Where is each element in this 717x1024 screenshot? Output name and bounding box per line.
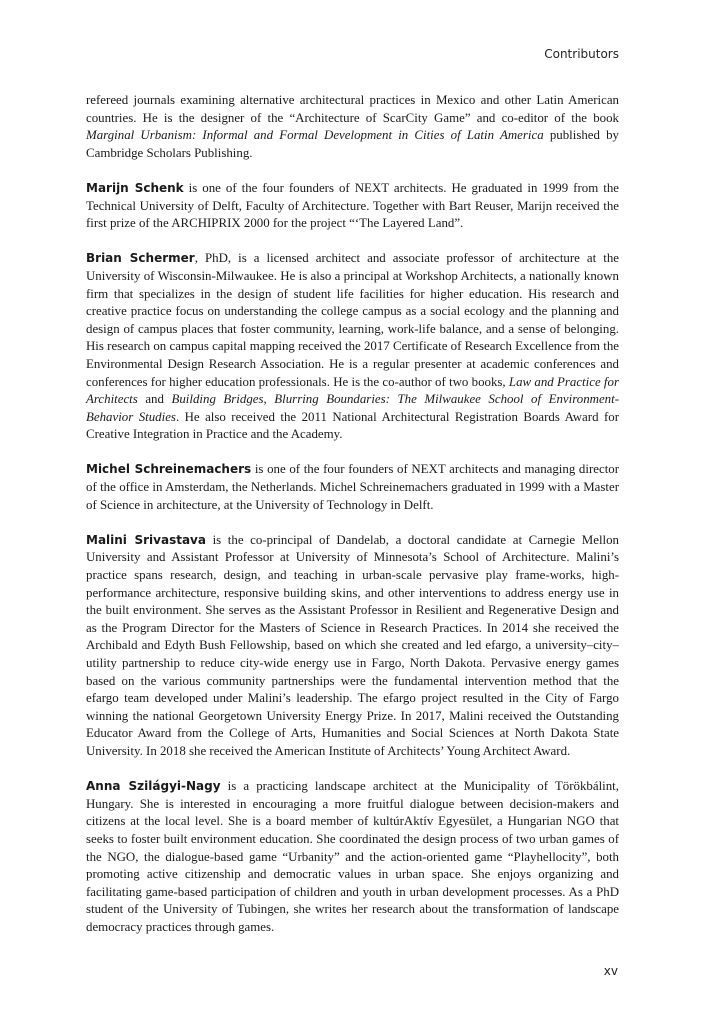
contributor-entry xyxy=(86,461,619,514)
contributor-entry xyxy=(86,92,619,162)
contributor-name: Michel Schreinemachers xyxy=(86,462,252,477)
book-title: Law and Practice for Architects xyxy=(86,374,619,407)
contributor-entry xyxy=(86,180,619,233)
running-header: Contributors xyxy=(544,47,619,61)
bio-text: is one of the four founders of NEXT architects. He graduated in 1999 from the Technical University of Delft, Faculty of Architecture. Together with Bart Reuser, Marijn received the first prize of the ARCHIPRIX 2000 for the project “‘The Layered Land”. xyxy=(86,180,619,231)
book-title: Marginal Urbanism: Informal and Formal Development in Cities of Latin America xyxy=(86,128,544,143)
bio-text: is the co-principal of Dandelab, a doctoral candidate at Carnegie Mellon University and Assistant Professor at University of Minnesota’s School of Architecture. Malini’s practice spans research, design, and teaching in urban-scale pervasive play frame-works, high-performance architecture, responsive building skins, and other interventions to address energy use in the built environment. She serves as the Assistant Professor in Resilient and Regenerative Design and as the Program Director for the Masters of Science in Research Practices. In 2014 she received the Archibald and Edyth Bush Fellowship, based on which she created and led efargo, a university–city–utility partnership to reduce city-wide energy use in Fargo, North Dakota. Pervasive energy games based on the various community partnerships were the fundamental intervention method that the efargo team developed under Malini’s leadership. The efargo project resulted in the City of Fargo winning the national Georgetown University Energy Prize. In 2017, Malini received the Outstanding Educator Award from the College of Arts, Humanities and Social Sciences at North Dakota State University. In 2018 she received the American Institute of Architects’ Young Architect Award. xyxy=(86,532,619,758)
contributor-entry xyxy=(86,532,619,761)
page-number: xv xyxy=(603,964,618,978)
bio-text: . He also received the 2011 National Architectural Registration Boards Award for Creative Integration in Practice and the Academy. xyxy=(86,409,619,442)
bio-text: and xyxy=(137,392,172,407)
contributors-body xyxy=(86,92,619,954)
contributor-name: Anna Szilágyi-Nagy xyxy=(86,779,221,794)
book-title: Building Bridges, Blurring Boundaries: The Milwaukee School of Environment-Behavior Studies xyxy=(86,392,620,424)
contributor-name: Brian Schermer xyxy=(86,251,195,266)
bio-text: is a practicing landscape architect at the Municipality of Törökbálint, Hungary. She is interested in encouraging a more fruitful dialogue between decision-makers and citizens at the local level. She is a board member of kultúrAktív Egyesület, a Hungarian NGO that seeks to foster built environment education. She coordinated the design process of two urban games of the NGO, the dialogue-based game “Urbanity” and the action-oriented game “Playhellocity”, both promoting active citizenship and democratic values in urban space. She enjoys organizing and facilitating game-based participation of children and youth in urban development processes. As a PhD student of the University of Tubingen, she writes her research about the transformation of landscape democracy practices through games. xyxy=(86,779,619,934)
bio-text: published by Cambridge Scholars Publishing. xyxy=(86,128,620,160)
bio-text: refereed journals examining alternative architectural practices in Mexico and other Latin American countries. He is the designer of the “Architecture of ScarCity Game” and co-editor of the book xyxy=(86,93,619,125)
bio-text: , PhD, is a licensed architect and associate professor of architecture at the University of Wisconsin-Milwaukee. He is also a principal at Workshop Architects, a nationally known firm that specializes in the design of student life facilities for higher education. His research and creative practice focus on understanding the college campus as a social ecology and the planning and design of campus places that foster community, learning, work-life balance, and a sense of belonging. His research on campus capital mapping received the 2017 Certificate of Research Excellence from the Environmental Design Research Association. He is a regular presenter at academic conferences and conferences for higher education professionals. He is the co-author of two books, xyxy=(86,251,619,389)
contributor-entry xyxy=(86,250,619,444)
contributor-entry xyxy=(86,778,619,936)
contributor-name: Malini Srivastava xyxy=(86,532,206,547)
contributor-name: Marijn Schenk xyxy=(86,180,184,195)
bio-text: is one of the four founders of NEXT architects and managing director of the office in Amsterdam, the Netherlands. Michel Schreinemachers graduated in 1999 with a Master of Science in architecture, at the University of Technology in Delft. xyxy=(86,462,620,512)
